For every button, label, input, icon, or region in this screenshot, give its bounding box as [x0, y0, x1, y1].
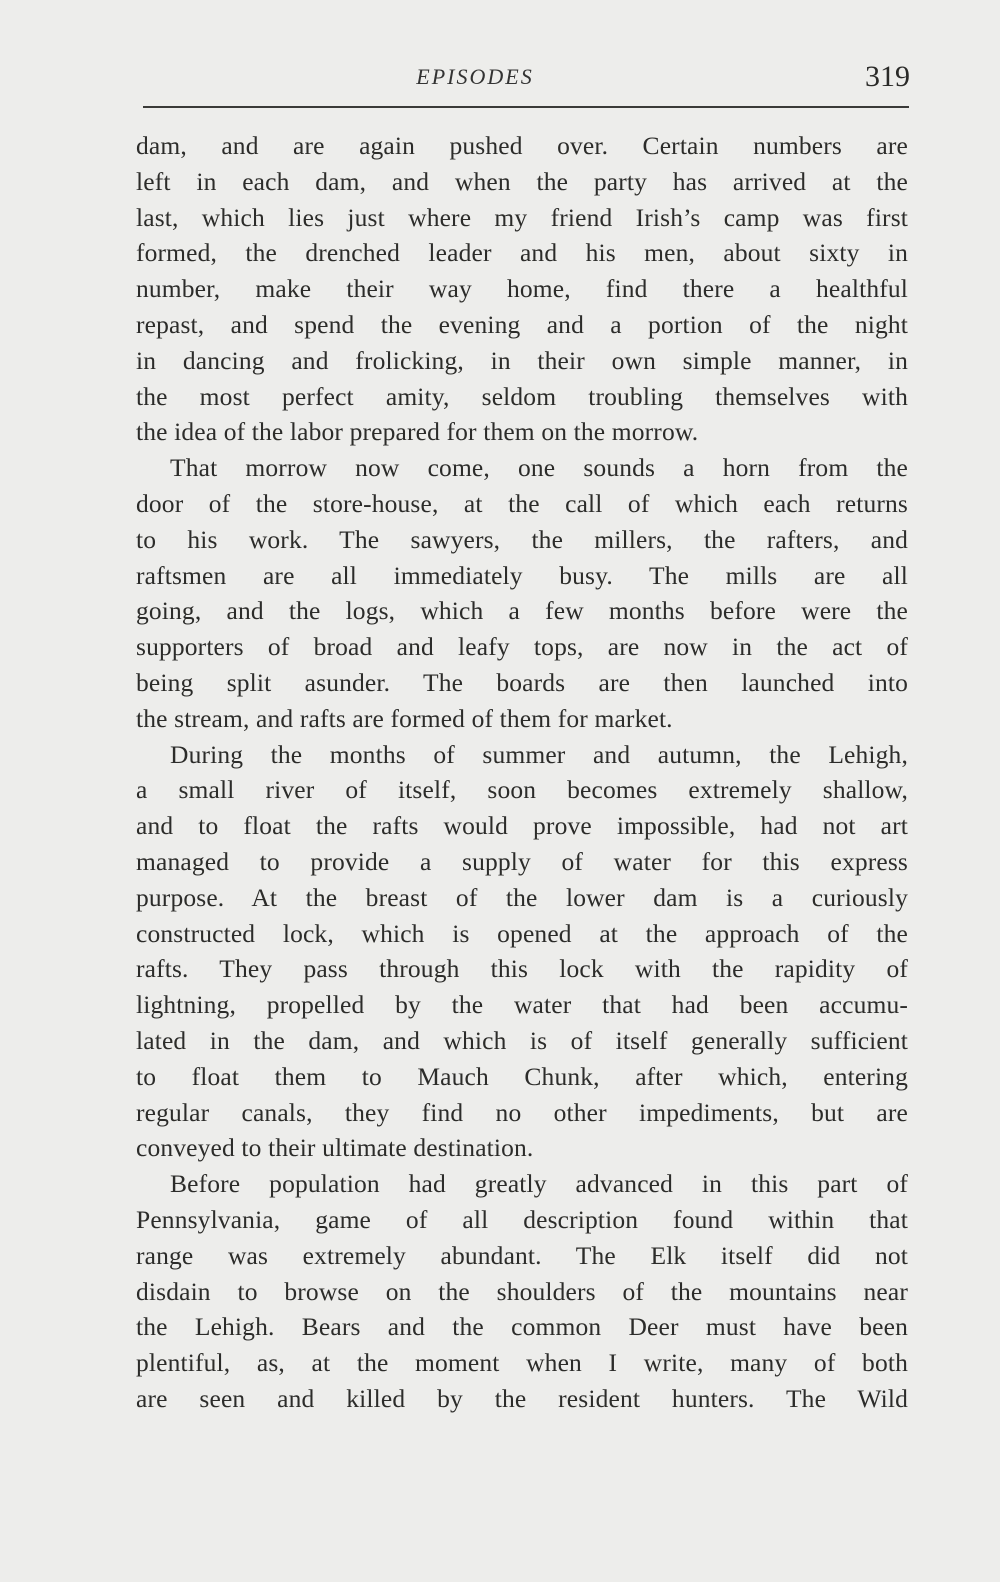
text-line: range was extremely abundant. The Elk itself did not [136, 1240, 908, 1270]
text-line: the most perfect amity, seldom troubling themselves with [136, 381, 908, 411]
text-line: going, and the logs, which a few months before were the [136, 596, 908, 626]
text-line: to his work. The sawyers, the millers, the rafters, and [136, 524, 908, 554]
running-title: EPISODES [416, 64, 534, 89]
text-line: are seen and killed by the resident hunters. The Wild [136, 1383, 908, 1413]
text-line: repast, and spend the evening and a portion of the night [136, 309, 908, 339]
text-line: rafts. They pass through this lock with the rapidity of [136, 954, 908, 984]
text-line: disdain to browse on the shoulders of the mountains near [136, 1276, 908, 1306]
text-line: and to float the rafts would prove impossible, had not art [136, 811, 908, 841]
text-line: raftsmen are all immediately busy. The mills are all [136, 560, 908, 590]
text-line: being split asunder. The boards are then launched into [136, 667, 908, 697]
text-line: managed to provide a supply of water for this express [136, 846, 908, 876]
text-line: plentiful, as, at the moment when I write, many of both [136, 1348, 908, 1378]
body-text [136, 128, 908, 1417]
text-line: Pennsylvania, game of all description found within that [136, 1204, 908, 1234]
text-line: the Lehigh. Bears and the common Deer must have been [136, 1312, 908, 1342]
text-line: supporters of broad and leafy tops, are now in the act of [136, 632, 908, 662]
text-line: conveyed to their ultimate destination. [136, 1133, 534, 1163]
paragraph-start-line: During the months of summer and autumn, the Lehigh, [170, 739, 908, 769]
header-rule [143, 106, 909, 108]
text-line: to float them to Mauch Chunk, after which, entering [136, 1061, 908, 1091]
text-line: formed, the drenched leader and his men, about sixty in [136, 238, 908, 268]
text-line: door of the store-house, at the call of which each returns [136, 488, 908, 518]
text-line: lightning, propelled by the water that had been accumu- [136, 990, 908, 1020]
text-line: dam, and are again pushed over. Certain numbers are [136, 131, 908, 160]
paragraph-start-line: That morrow now come, one sounds a horn from the [170, 453, 908, 483]
text-line: regular canals, they find no other impediments, but are [136, 1097, 908, 1127]
paragraph-start-line: Before population had greatly advanced in this part of [170, 1169, 908, 1199]
text-line: purpose. At the breast of the lower dam is a curiously [136, 882, 908, 912]
page-number: 319 [865, 60, 910, 93]
text-line: a small river of itself, soon becomes extremely shallow, [136, 775, 908, 805]
text-line: last, which lies just where my friend Irish’s camp was first [136, 202, 908, 232]
text-line: the stream, and rafts are formed of them for market. [136, 703, 673, 733]
text-line: in dancing and frolicking, in their own simple manner, in [136, 345, 908, 375]
text-line: constructed lock, which is opened at the approach of the [136, 918, 908, 948]
running-head [140, 60, 910, 100]
text-line: lated in the dam, and which is of itself generally sufficient [136, 1025, 908, 1055]
text-line: number, make their way home, find there a healthful [136, 274, 908, 304]
text-line: left in each dam, and when the party has arrived at the [136, 166, 908, 196]
text-line: the idea of the labor prepared for them on the morrow. [136, 417, 699, 447]
